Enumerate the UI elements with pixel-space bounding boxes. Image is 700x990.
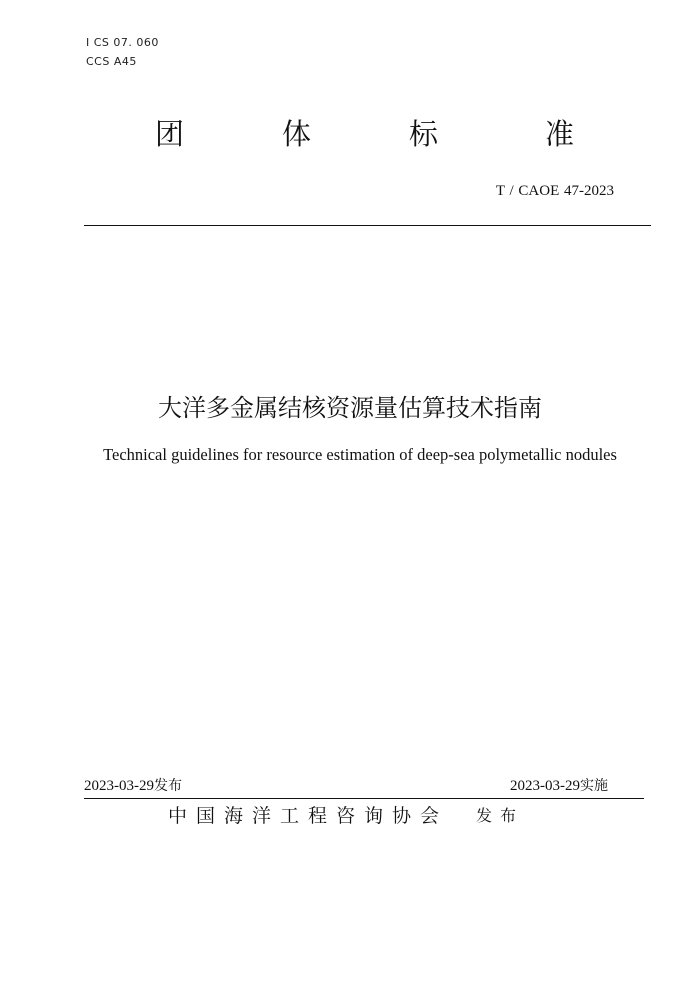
title-chinese: 大洋多金属结核资源量估算技术指南 <box>158 394 542 422</box>
publish-date-value: 2023-03-29 <box>84 778 154 794</box>
issuer-name: 中国海洋工程咨询协会 <box>168 805 449 827</box>
publish-date-label: 发布 <box>154 778 182 794</box>
header-divider <box>84 225 651 226</box>
implement-date-value: 2023-03-29 <box>510 778 580 794</box>
ccs-code: CCS A45 <box>86 55 137 68</box>
ics-code: I CS 07. 060 <box>86 36 159 49</box>
standard-type-char-3: 标 <box>409 117 439 151</box>
implement-date-label: 实施 <box>580 778 608 794</box>
title-english: Technical guidelines for resource estimation of deep-sea polymetallic nodules <box>103 445 617 464</box>
footer-divider <box>84 798 644 799</box>
standard-type-char-2: 体 <box>282 117 312 151</box>
standard-code: T / CAOE 47-2023 <box>495 183 614 199</box>
implement-date <box>510 775 608 795</box>
standard-type-char-1: 团 <box>155 117 185 151</box>
standard-type-char-4: 准 <box>545 117 575 151</box>
publish-date <box>84 775 182 795</box>
issuer-action: 发布 <box>476 806 525 825</box>
